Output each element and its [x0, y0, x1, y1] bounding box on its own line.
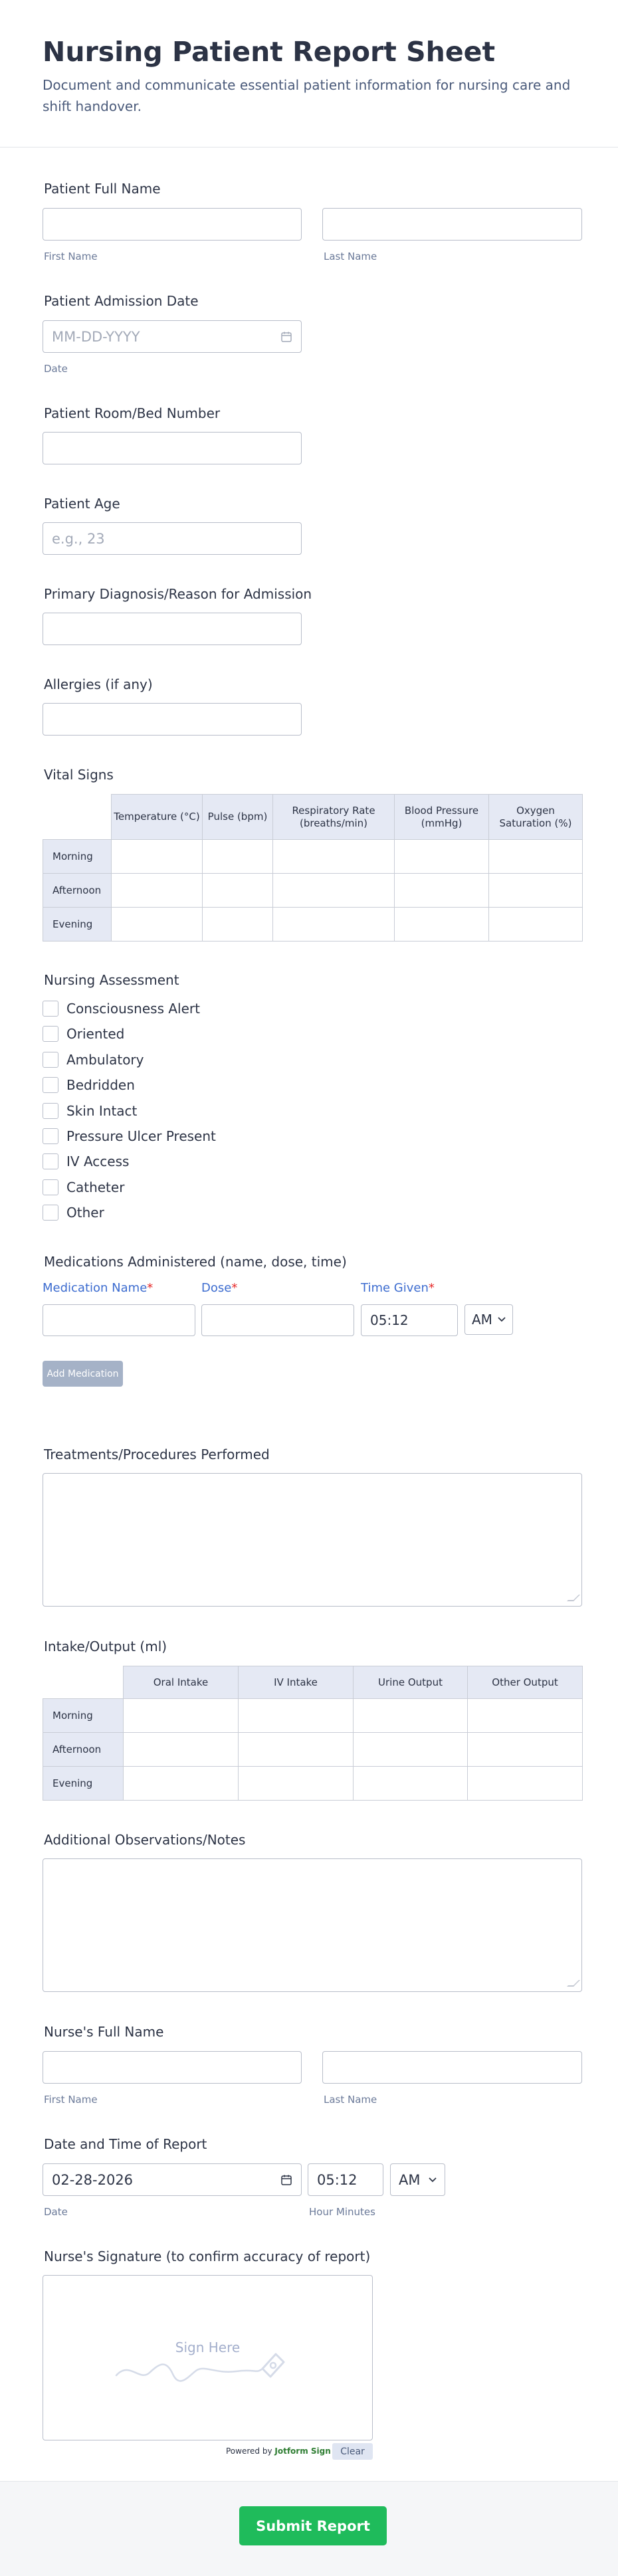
report-time-sublabel: Hour Minutes — [309, 2206, 375, 2218]
clear-signature-button[interactable]: Clear — [332, 2443, 373, 2460]
io-col-urine-output: Urine Output — [354, 1666, 468, 1699]
required-mark: * — [231, 1281, 238, 1295]
assessment-option[interactable] — [43, 1051, 144, 1068]
io-row-morning: Morning — [43, 1699, 124, 1733]
admission-date-sublabel: Date — [44, 363, 68, 375]
nurse-first-name-input[interactable] — [43, 2051, 302, 2084]
time-given-header-text: Time Given — [361, 1281, 429, 1295]
dose-input[interactable] — [201, 1304, 354, 1336]
io-cell[interactable] — [354, 1767, 468, 1801]
io-col-other-output: Other Output — [468, 1666, 583, 1699]
first-name-sublabel: First Name — [44, 250, 98, 262]
report-datetime-label: Date and Time of Report — [44, 2136, 207, 2152]
room-input[interactable] — [43, 432, 302, 464]
io-cell[interactable] — [124, 1767, 239, 1801]
assessment-option-label: Skin Intact — [66, 1103, 138, 1119]
nursing-assessment-label: Nursing Assessment — [44, 972, 179, 988]
intake-output-table — [43, 1666, 583, 1801]
io-row-afternoon: Afternoon — [43, 1733, 124, 1767]
report-time-input[interactable]: 05:12 — [308, 2163, 383, 2196]
io-col-oral-intake: Oral Intake — [124, 1666, 239, 1699]
diagnosis-input[interactable] — [43, 613, 302, 645]
assessment-option[interactable] — [43, 1153, 129, 1170]
io-cell[interactable] — [354, 1699, 468, 1733]
signature-label: Nurse's Signature (to confirm accuracy of report) — [44, 2248, 371, 2264]
report-date-value: 02-28-2026 — [52, 2171, 134, 2188]
calendar-icon[interactable] — [280, 331, 292, 343]
assessment-option[interactable] — [43, 1000, 200, 1017]
vital-cell[interactable] — [273, 874, 395, 908]
patient-first-name-input[interactable] — [43, 208, 302, 241]
assessment-option-label: Catheter — [66, 1179, 125, 1195]
age-label: Patient Age — [44, 496, 120, 512]
treatments-textarea[interactable] — [43, 1473, 582, 1607]
time-given-ampm-select[interactable] — [464, 1304, 513, 1335]
vital-cell[interactable] — [112, 874, 203, 908]
treatments-label: Treatments/Procedures Performed — [44, 1446, 270, 1462]
vital-col-blood-pressure: Blood Pressure (mmHg) — [395, 795, 489, 840]
vital-cell[interactable] — [203, 840, 273, 874]
assessment-option[interactable] — [43, 1025, 124, 1042]
vital-signs-label: Vital Signs — [44, 767, 114, 783]
vital-cell[interactable] — [489, 874, 583, 908]
first-name-sublabel: First Name — [44, 2094, 98, 2106]
vital-cell[interactable] — [489, 840, 583, 874]
nurse-name-label: Nurse's Full Name — [44, 2024, 164, 2040]
vital-cell[interactable] — [203, 908, 273, 941]
signature-pad[interactable] — [43, 2275, 373, 2440]
checkbox[interactable] — [43, 1103, 58, 1119]
assessment-option-label: Consciousness Alert — [66, 1001, 200, 1017]
age-input[interactable] — [43, 522, 302, 555]
vital-cell[interactable] — [395, 874, 489, 908]
io-cell[interactable] — [239, 1733, 354, 1767]
io-cell[interactable] — [468, 1767, 583, 1801]
report-date-input[interactable] — [43, 2163, 302, 2196]
vital-cell[interactable] — [273, 908, 395, 941]
assessment-option-label: Other — [66, 1205, 104, 1221]
vital-signs-table — [43, 794, 583, 941]
vital-cell[interactable] — [489, 908, 583, 941]
vital-col-temperature: Temperature (°C) — [112, 795, 203, 840]
admission-date-placeholder: MM-DD-YYYY — [52, 328, 140, 345]
last-name-sublabel: Last Name — [324, 250, 377, 262]
time-given-input[interactable]: 05:12 — [361, 1304, 458, 1336]
vital-signs-corner — [43, 795, 112, 840]
assessment-option[interactable] — [43, 1128, 216, 1145]
form-header — [0, 0, 618, 148]
allergies-label: Allergies (if any) — [44, 676, 153, 692]
powered-by-prefix: Powered by — [226, 2446, 272, 2456]
patient-last-name-input[interactable] — [322, 208, 582, 241]
dose-header-text: Dose — [201, 1281, 232, 1295]
assessment-option[interactable] — [43, 1179, 124, 1196]
vital-cell[interactable] — [395, 908, 489, 941]
vital-col-respiratory: Respiratory Rate (breaths/min) — [273, 795, 395, 840]
signature-placeholder: Sign Here — [175, 2339, 241, 2355]
add-medication-button[interactable]: Add Medication — [43, 1361, 123, 1387]
intake-output-label: Intake/Output (ml) — [44, 1638, 167, 1654]
observations-textarea[interactable] — [43, 1858, 582, 1992]
required-mark: * — [428, 1281, 435, 1295]
medication-name-header-text: Medication Name — [43, 1281, 148, 1295]
vital-row-evening: Evening — [43, 908, 112, 941]
assessment-option-label: Pressure Ulcer Present — [66, 1128, 216, 1144]
chevron-down-icon — [498, 1317, 506, 1322]
checkbox[interactable] — [43, 1128, 58, 1144]
page-description: Document and communicate essential patient information for nursing care and shift handover. — [43, 77, 571, 114]
vital-row-morning: Morning — [43, 840, 112, 874]
ampm-value: AM — [472, 1312, 492, 1328]
io-cell[interactable] — [124, 1699, 239, 1733]
checkbox[interactable] — [43, 1205, 58, 1221]
allergies-input[interactable] — [43, 703, 302, 736]
medications-label: Medications Administered (name, dose, time) — [44, 1254, 347, 1270]
chevron-down-icon — [429, 2177, 437, 2183]
dose-header — [201, 1281, 237, 1295]
io-cell[interactable] — [468, 1699, 583, 1733]
calendar-icon[interactable] — [280, 2174, 292, 2186]
assessment-option-label: Bedridden — [66, 1077, 135, 1093]
checkbox[interactable] — [43, 1077, 58, 1093]
assessment-option[interactable] — [43, 1102, 137, 1120]
vital-col-oxygen: Oxygen Saturation (%) — [489, 795, 583, 840]
assessment-option-label: IV Access — [66, 1153, 130, 1169]
jotform-sign-brand: Jotform Sign — [274, 2446, 331, 2456]
vital-cell[interactable] — [273, 840, 395, 874]
io-cell[interactable] — [354, 1733, 468, 1767]
required-mark: * — [147, 1281, 154, 1295]
vital-row-afternoon: Afternoon — [43, 874, 112, 908]
last-name-sublabel: Last Name — [324, 2094, 377, 2106]
checkbox[interactable] — [43, 1179, 58, 1195]
ampm-value: AM — [399, 2171, 421, 2188]
age-placeholder: e.g., 23 — [52, 530, 105, 547]
room-label: Patient Room/Bed Number — [44, 405, 221, 421]
vital-col-pulse: Pulse (bpm) — [203, 795, 273, 840]
assessment-option-label: Oriented — [66, 1026, 125, 1042]
assessment-option[interactable] — [43, 1076, 135, 1094]
medication-name-input[interactable] — [43, 1304, 195, 1336]
checkbox[interactable] — [43, 1001, 58, 1017]
io-cell[interactable] — [239, 1767, 354, 1801]
powered-by — [226, 2446, 331, 2456]
admission-date-input[interactable] — [43, 320, 302, 353]
assessment-option[interactable] — [43, 1204, 104, 1221]
admission-date-label: Patient Admission Date — [44, 293, 199, 309]
assessment-option-label: Ambulatory — [66, 1052, 144, 1068]
page-title: Nursing Patient Report Sheet — [43, 36, 496, 68]
io-cell[interactable] — [468, 1733, 583, 1767]
io-col-iv-intake: IV Intake — [239, 1666, 354, 1699]
nurse-last-name-input[interactable] — [322, 2051, 582, 2084]
checkbox[interactable] — [43, 1153, 58, 1169]
time-given-header — [361, 1281, 435, 1295]
vital-cell[interactable] — [395, 840, 489, 874]
patient-name-label: Patient Full Name — [44, 181, 161, 197]
submit-button[interactable]: Submit Report — [239, 2506, 387, 2545]
checkbox[interactable] — [43, 1052, 58, 1068]
io-row-evening: Evening — [43, 1767, 124, 1801]
medication-name-header — [43, 1281, 153, 1295]
io-cell[interactable] — [124, 1733, 239, 1767]
diagnosis-label: Primary Diagnosis/Reason for Admission — [44, 586, 312, 602]
observations-label: Additional Observations/Notes — [44, 1832, 246, 1848]
vital-cell[interactable] — [112, 840, 203, 874]
vital-cell[interactable] — [112, 908, 203, 941]
report-ampm-select[interactable] — [390, 2163, 445, 2196]
checkbox[interactable] — [43, 1026, 58, 1042]
report-date-sublabel: Date — [44, 2206, 68, 2218]
vital-cell[interactable] — [203, 874, 273, 908]
io-cell[interactable] — [239, 1699, 354, 1733]
intake-output-corner — [43, 1666, 124, 1699]
